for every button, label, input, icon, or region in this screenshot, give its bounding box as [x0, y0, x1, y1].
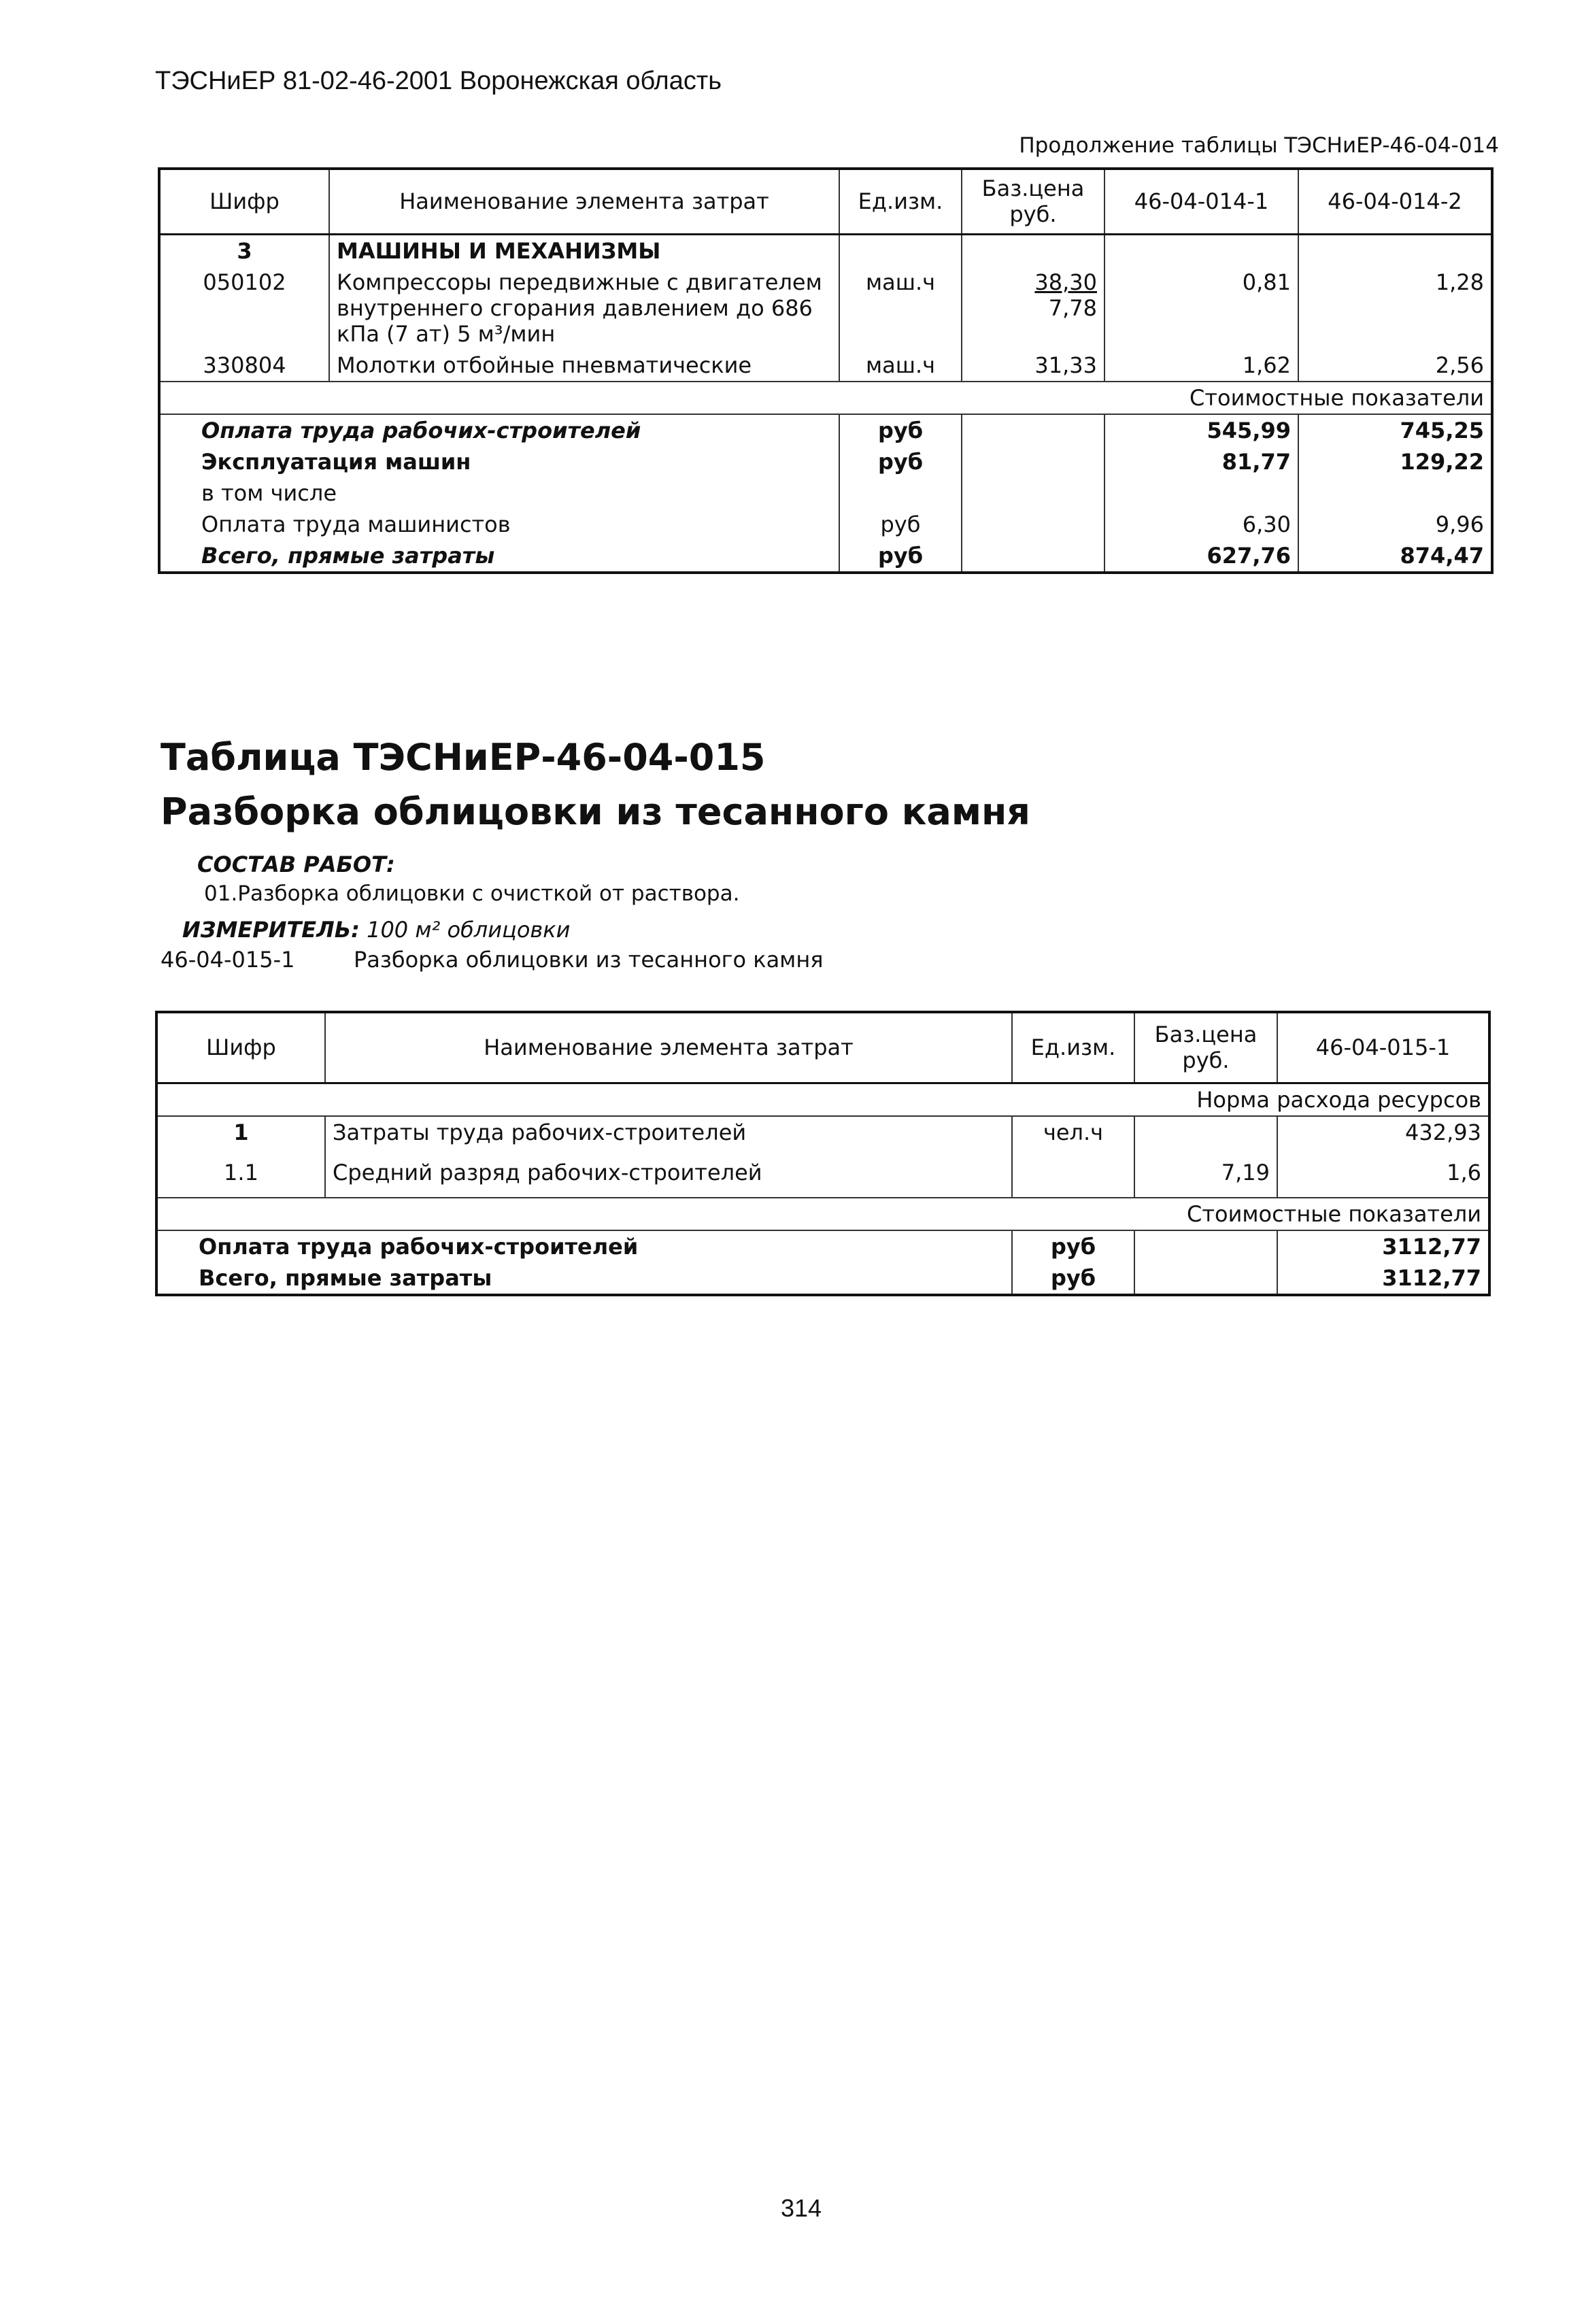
col-name: Наименование элемента затрат [329, 169, 839, 234]
cost-label: Всего, прямые затраты [156, 1262, 1012, 1295]
item-code: 46-04-015-1 [161, 947, 295, 973]
item-name: Разборка облицовки из тесанного камня [354, 947, 824, 973]
cost-unit: руб [839, 509, 962, 540]
meter-line [182, 917, 570, 943]
cost-label: в том числе [159, 477, 839, 509]
row-unit [1012, 1157, 1134, 1198]
table-row [159, 350, 1492, 382]
cost-value-2: 745,25 [1400, 417, 1484, 443]
section-row [159, 234, 1492, 267]
cost-value-1: 545,99 [1104, 414, 1298, 446]
row-unit: чел.ч [1012, 1116, 1134, 1157]
table-title: Таблица ТЭСНиЕР-46-04-015 [161, 736, 766, 779]
row-name: Средний разряд рабочих-строителей [325, 1157, 1012, 1198]
document-header: ТЭСНиЕР 81-02-46-2001 Воронежская область [155, 67, 722, 95]
col-unit: Ед.изм. [1012, 1012, 1134, 1083]
cost-unit: руб [839, 414, 962, 446]
cost-label: Всего, прямые затраты [159, 540, 839, 573]
cost-row [159, 540, 1492, 573]
row-value-2: 1,28 [1435, 269, 1484, 295]
cost-value-2: 129,22 [1400, 448, 1484, 475]
cost-value-1: 627,76 [1104, 540, 1298, 573]
cost-row [159, 414, 1492, 446]
section-code: 3 [159, 234, 329, 267]
cost-label: Оплата труда рабочих-строителей [156, 1230, 1012, 1262]
col-unit: Ед.изм. [839, 169, 962, 234]
norm-header: Норма расхода ресурсов [156, 1083, 1489, 1116]
row-price: 38,30 7,78 [962, 267, 1104, 350]
row-price: 7,19 [1134, 1157, 1277, 1198]
table-row [156, 1116, 1489, 1157]
cost-value-2: 9,96 [1435, 511, 1484, 537]
col-price: Баз.цена руб. [962, 169, 1104, 234]
cost-value-1: 3112,77 [1382, 1264, 1481, 1291]
cost-unit: руб [839, 446, 962, 477]
cost-header: Стоимостные показатели [159, 382, 1492, 414]
cost-value-1: 3112,77 [1382, 1233, 1481, 1260]
table-row [159, 267, 1492, 350]
cost-value-1: 81,77 [1104, 446, 1298, 477]
cost-header: Стоимостные показатели [156, 1198, 1489, 1230]
cost-unit: руб [1012, 1262, 1134, 1295]
row-value-1: 1,62 [1104, 350, 1298, 382]
cost-row [156, 1262, 1489, 1295]
col-price: Баз.цена руб. [1134, 1012, 1277, 1083]
row-code: 050102 [159, 267, 329, 350]
row-value-2: 2,56 [1435, 352, 1484, 378]
table-row [156, 1157, 1489, 1198]
row-name: Затраты труда рабочих-строителей [325, 1116, 1012, 1157]
page-number: 314 [781, 2194, 822, 2222]
table-subtitle: Разборка облицовки из тесанного камня [161, 790, 1030, 833]
col-variant-2: 46-04-014-2 [1298, 169, 1492, 234]
work-item: 01.Разборка облицовки с очисткой от раствора. [204, 881, 740, 906]
cost-row [159, 477, 1492, 509]
cost-header-row [156, 1198, 1489, 1230]
row-unit: маш.ч [839, 267, 962, 350]
row-name: Компрессоры передвижные с двигателем внутреннего сгорания давлением до 686 кПа (7 ат) 5 м³/мин [329, 267, 839, 350]
row-code: 330804 [159, 350, 329, 382]
row-code: 1 [156, 1116, 325, 1157]
row-price [1134, 1116, 1277, 1157]
meter-label: ИЗМЕРИТЕЛЬ: [182, 917, 360, 943]
resource-table-46-04-014 [158, 167, 1494, 574]
row-value-1: 0,81 [1104, 267, 1298, 350]
cost-label: Оплата труда рабочих-строителей [159, 414, 839, 446]
row-value-1: 1,6 [1447, 1159, 1481, 1185]
row-unit: маш.ч [839, 350, 962, 382]
row-price: 31,33 [962, 350, 1104, 382]
row-code: 1.1 [156, 1157, 325, 1198]
cost-unit: руб [1012, 1230, 1134, 1262]
section-name: МАШИНЫ И МЕХАНИЗМЫ [329, 234, 839, 267]
cost-header-row [159, 382, 1492, 414]
cost-label: Оплата труда машинистов [159, 509, 839, 540]
cost-unit: руб [839, 540, 962, 573]
work-composition-label: СОСТАВ РАБОТ: [197, 852, 395, 877]
cost-row [156, 1230, 1489, 1262]
table-continuation-caption: Продолжение таблицы ТЭСНиЕР-46-04-014 [1019, 133, 1499, 158]
col-code: Шифр [156, 1012, 325, 1083]
cost-label: Эксплуатация машин [159, 446, 839, 477]
cost-value-1: 6,30 [1104, 509, 1298, 540]
col-name: Наименование элемента затрат [325, 1012, 1012, 1083]
resource-table-46-04-015 [155, 1011, 1491, 1296]
col-code: Шифр [159, 169, 329, 234]
norm-header-row [156, 1083, 1489, 1116]
row-value-1: 432,93 [1405, 1119, 1481, 1145]
cost-value-2: 874,47 [1400, 542, 1484, 569]
cost-row [159, 446, 1492, 477]
col-variant-1: 46-04-015-1 [1277, 1012, 1489, 1083]
col-variant-1: 46-04-014-1 [1104, 169, 1298, 234]
cost-row [159, 509, 1492, 540]
row-name: Молотки отбойные пневматические [329, 350, 839, 382]
meter-value: 100 м² облицовки [367, 917, 571, 943]
